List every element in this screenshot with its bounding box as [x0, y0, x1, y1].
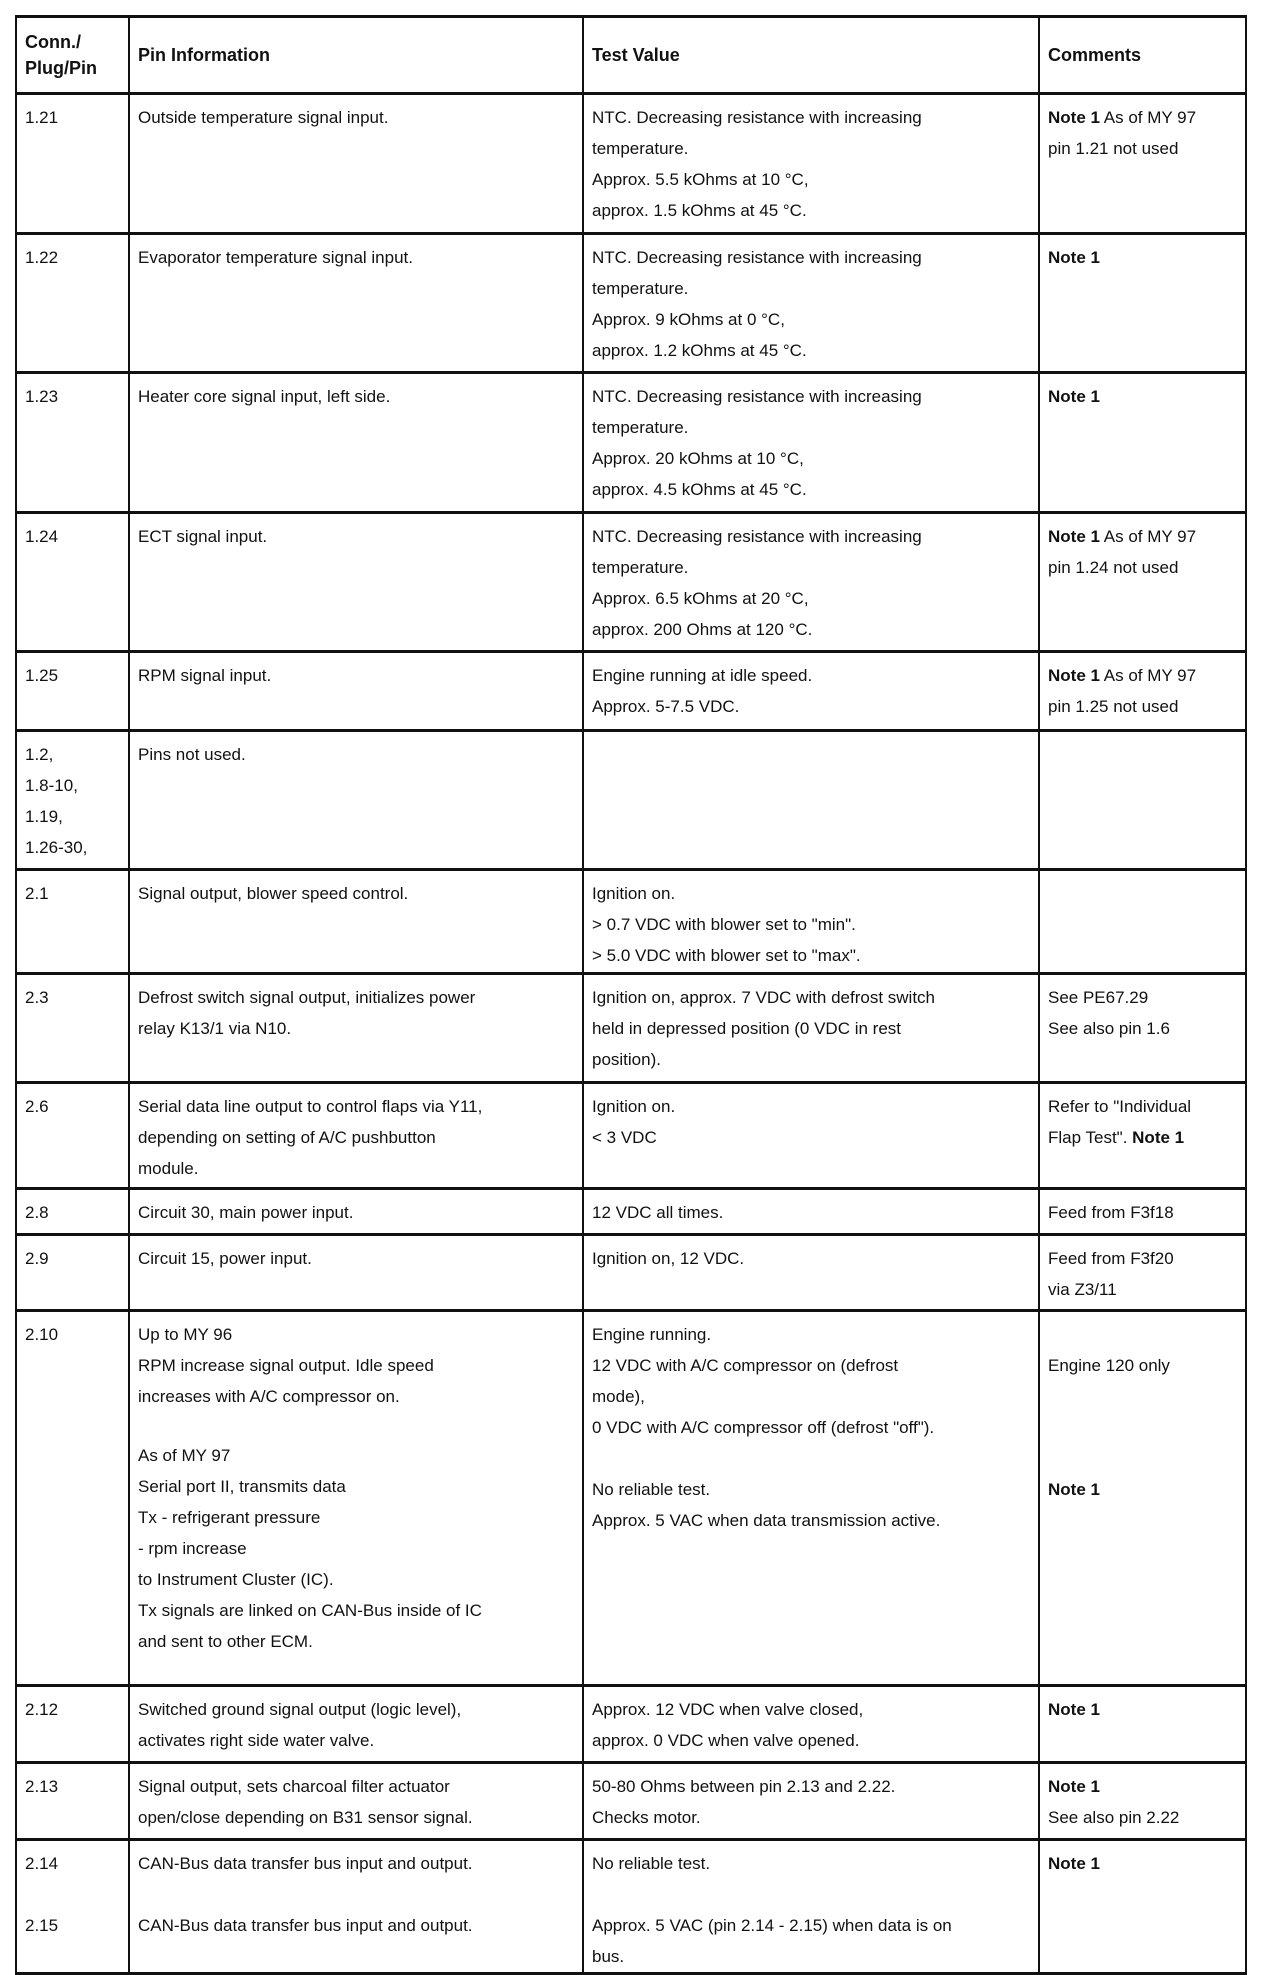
pin-info-cell	[129, 870, 583, 974]
test-value-cell	[583, 652, 1039, 731]
note-label: Note 1	[1048, 1480, 1100, 1499]
cell-line: CAN-Bus data transfer bus input and output.	[138, 1916, 473, 1935]
header-pin-information: Pin Information	[129, 17, 583, 94]
pin-info-cell	[129, 1189, 583, 1235]
pin-cell	[16, 1840, 129, 1974]
test-value-cell	[583, 1189, 1039, 1235]
pin-cell	[16, 974, 129, 1083]
table-row	[16, 1763, 1246, 1840]
cell-line: Heater core signal input, left side.	[138, 387, 391, 406]
test-value-cell	[583, 1083, 1039, 1189]
note-label: Note 1	[1048, 387, 1100, 406]
note-label: Note 1	[1048, 527, 1100, 546]
comment-text: See also pin 1.6	[1048, 1019, 1170, 1038]
pin-test-table	[15, 15, 1247, 1975]
pin-info-cell	[129, 373, 583, 513]
test-value-cell	[583, 1840, 1039, 1974]
pin-info-cell	[129, 1083, 583, 1189]
cell-line: < 3 VDC	[592, 1128, 657, 1147]
cell-line: Approx. 5.5 kOhms at 10 °C,	[592, 170, 809, 189]
test-value-cell	[583, 373, 1039, 513]
test-value-cell	[583, 234, 1039, 373]
table-row	[16, 1311, 1246, 1686]
cell-line: held in depressed position (0 VDC in rest	[592, 1019, 901, 1038]
comment-line	[1048, 381, 1237, 412]
comment-line	[1048, 552, 1237, 583]
comments-cell	[1039, 652, 1246, 731]
cell-line: Up to MY 96	[138, 1325, 233, 1344]
pin-cell	[16, 94, 129, 234]
pin-cell	[16, 731, 129, 870]
comments-cell	[1039, 1083, 1246, 1189]
pin-info-cell	[129, 1235, 583, 1311]
comment-text: pin 1.21 not used	[1048, 139, 1179, 158]
cell-line: module.	[138, 1159, 199, 1178]
cell-line: depending on setting of A/C pushbutton	[138, 1128, 436, 1147]
comment-line	[1048, 1013, 1237, 1044]
cell-line: temperature.	[592, 279, 689, 298]
test-value-cell	[583, 870, 1039, 974]
comment-line	[1048, 1802, 1237, 1833]
cell-line: Approx. 5 VAC when data transmission active.	[592, 1511, 941, 1530]
comments-cell	[1039, 1686, 1246, 1763]
cell-line: Serial port II, transmits data	[138, 1477, 346, 1496]
cell-line: 12 VDC all times.	[592, 1203, 724, 1222]
comment-text: Feed from F3f20	[1048, 1249, 1174, 1268]
header-conn-plug-pin	[16, 17, 129, 94]
cell-line: 1.2,	[25, 745, 54, 764]
cell-line: NTC. Decreasing resistance with increasing	[592, 527, 922, 546]
cell-line: > 0.7 VDC with blower set to "min".	[592, 915, 856, 934]
comment-line	[1048, 242, 1237, 273]
note-label: Note 1	[1048, 1700, 1100, 1719]
cell-line: bus.	[592, 1947, 625, 1966]
pin-cell	[16, 1235, 129, 1311]
pin-cell	[16, 513, 129, 652]
comment-line	[1048, 1848, 1237, 1879]
cell-line: Defrost switch signal output, initializes power	[138, 988, 476, 1007]
test-value-cell	[583, 1763, 1039, 1840]
pin-cell	[16, 870, 129, 974]
cell-line: NTC. Decreasing resistance with increasing	[592, 108, 922, 127]
comment-line	[1048, 1243, 1237, 1274]
table-row	[16, 234, 1246, 373]
comments-cell	[1039, 731, 1246, 870]
test-value-cell	[583, 1311, 1039, 1686]
cell-line	[138, 1426, 574, 1440]
cell-line: Ignition on, 12 VDC.	[592, 1249, 745, 1268]
cell-line	[138, 1412, 574, 1426]
cell-line: No reliable test.	[592, 1480, 711, 1499]
cell-line: Switched ground signal output (logic level),	[138, 1700, 462, 1719]
pin-cell	[16, 1083, 129, 1189]
table-row	[16, 1083, 1246, 1189]
cell-line: CAN-Bus data transfer bus input and output.	[138, 1854, 473, 1873]
pin-cell	[16, 373, 129, 513]
comment-line	[1048, 133, 1237, 164]
cell-line: 1.23	[25, 387, 59, 406]
table-row	[16, 94, 1246, 234]
pin-info-cell	[129, 1686, 583, 1763]
table-row	[16, 1686, 1246, 1763]
cell-line: Ignition on.	[592, 1097, 676, 1116]
cell-line: 2.15	[25, 1916, 59, 1935]
header-line: Plug/Pin	[25, 58, 97, 78]
comment-line	[1048, 1443, 1237, 1474]
cell-line: 2.1	[25, 884, 49, 903]
comment-line	[1048, 1319, 1237, 1350]
test-value-cell	[583, 974, 1039, 1083]
cell-line: Circuit 30, main power input.	[138, 1203, 354, 1222]
cell-line: and sent to other ECM.	[138, 1632, 313, 1651]
cell-line: 2.13	[25, 1777, 59, 1796]
pin-info-cell	[129, 234, 583, 373]
test-value-cell	[583, 513, 1039, 652]
cell-line: Checks motor.	[592, 1808, 701, 1827]
cell-line: Serial data line output to control flaps via Y11,	[138, 1097, 483, 1116]
table-row	[16, 652, 1246, 731]
cell-line: 2.9	[25, 1249, 49, 1268]
cell-line: Engine running.	[592, 1325, 712, 1344]
cell-line: temperature.	[592, 558, 689, 577]
cell-line: 2.10	[25, 1325, 59, 1344]
header-comments: Comments	[1039, 17, 1246, 94]
cell-line: 0 VDC with A/C compressor off (defrost "off").	[592, 1418, 935, 1437]
comment-text: pin 1.24 not used	[1048, 558, 1179, 577]
comment-line	[1048, 1197, 1237, 1228]
cell-line: Approx. 5 VAC (pin 2.14 - 2.15) when data is on	[592, 1916, 952, 1935]
cell-line: Engine running at idle speed.	[592, 666, 813, 685]
comments-cell	[1039, 1763, 1246, 1840]
comment-line	[1048, 982, 1237, 1013]
cell-line: Signal output, sets charcoal filter actuator	[138, 1777, 450, 1796]
cell-line: approx. 4.5 kOhms at 45 °C.	[592, 480, 807, 499]
test-value-cell	[583, 94, 1039, 234]
cell-line: 12 VDC with A/C compressor on (defrost	[592, 1356, 899, 1375]
cell-line	[25, 1879, 120, 1910]
comment-text: See PE67.29	[1048, 988, 1149, 1007]
comment-text: As of MY 97	[1099, 527, 1197, 546]
pin-cell	[16, 1686, 129, 1763]
table-row	[16, 870, 1246, 974]
cell-line: approx. 200 Ohms at 120 °C.	[592, 620, 813, 639]
pin-info-cell	[129, 94, 583, 234]
pin-cell	[16, 1189, 129, 1235]
comment-text: As of MY 97	[1099, 666, 1197, 685]
cell-line: mode),	[592, 1387, 645, 1406]
comment-line	[1048, 1350, 1237, 1381]
pin-info-cell	[129, 731, 583, 870]
comment-line	[1048, 102, 1237, 133]
cell-line: Ignition on, approx. 7 VDC with defrost switch	[592, 988, 935, 1007]
comment-text: See also pin 2.22	[1048, 1808, 1180, 1827]
comments-cell	[1039, 94, 1246, 234]
table-row	[16, 1189, 1246, 1235]
comments-cell	[1039, 870, 1246, 974]
cell-line: - rpm increase	[138, 1539, 247, 1558]
comment-text: Flap Test".	[1048, 1128, 1133, 1147]
comment-line	[1048, 1274, 1237, 1305]
pin-info-cell	[129, 513, 583, 652]
cell-line: Tx signals are linked on CAN-Bus inside of IC	[138, 1601, 482, 1620]
pin-cell	[16, 652, 129, 731]
test-value-cell	[583, 731, 1039, 870]
cell-line: relay K13/1 via N10.	[138, 1019, 292, 1038]
comment-line	[1048, 1474, 1237, 1505]
cell-line: 1.22	[25, 248, 59, 267]
comment-line	[1048, 691, 1237, 722]
table-row	[16, 373, 1246, 513]
cell-line: 2.6	[25, 1097, 49, 1116]
comment-text: Refer to "Individual	[1048, 1097, 1192, 1116]
comments-cell	[1039, 373, 1246, 513]
table-row	[16, 1235, 1246, 1311]
cell-line: approx. 1.2 kOhms at 45 °C.	[592, 341, 807, 360]
cell-line: to Instrument Cluster (IC).	[138, 1570, 334, 1589]
comments-cell	[1039, 1311, 1246, 1686]
cell-line: 1.19,	[25, 807, 63, 826]
comment-line	[1048, 521, 1237, 552]
note-label: Note 1	[1048, 248, 1100, 267]
comment-text: via Z3/11	[1048, 1280, 1117, 1299]
comments-cell	[1039, 1235, 1246, 1311]
cell-line: open/close depending on B31 sensor signal.	[138, 1808, 473, 1827]
cell-line: 1.8-10,	[25, 776, 78, 795]
header-line: Conn./	[25, 32, 81, 52]
cell-line: Approx. 5-7.5 VDC.	[592, 697, 740, 716]
comment-text: Engine 120 only	[1048, 1356, 1170, 1375]
cell-line	[592, 1443, 1030, 1474]
cell-line: 1.24	[25, 527, 59, 546]
cell-line: 2.8	[25, 1203, 49, 1222]
pin-info-cell	[129, 1840, 583, 1974]
note-label: Note 1	[1048, 1854, 1100, 1873]
note-label: Note 1	[1048, 666, 1100, 685]
cell-line: > 5.0 VDC with blower set to "max".	[592, 946, 861, 965]
cell-line: No reliable test.	[592, 1854, 711, 1873]
header-row	[16, 17, 1246, 94]
comments-cell	[1039, 1189, 1246, 1235]
table-row	[16, 1840, 1246, 1974]
comment-text: As of MY 97	[1099, 108, 1197, 127]
comment-text: Feed from F3f18	[1048, 1203, 1174, 1222]
header-test-value: Test Value	[583, 17, 1039, 94]
cell-line: approx. 0 VDC when valve opened.	[592, 1731, 860, 1750]
comment-line	[1048, 1122, 1237, 1153]
cell-line: Circuit 15, power input.	[138, 1249, 312, 1268]
table-row	[16, 513, 1246, 652]
cell-line: temperature.	[592, 418, 689, 437]
comments-cell	[1039, 234, 1246, 373]
cell-line: 2.14	[25, 1854, 59, 1873]
cell-line	[592, 1879, 1030, 1910]
comment-line	[1048, 1412, 1237, 1443]
pin-cell	[16, 234, 129, 373]
cell-line: RPM increase signal output. Idle speed	[138, 1356, 434, 1375]
cell-line: increases with A/C compressor on.	[138, 1387, 400, 1406]
cell-line: NTC. Decreasing resistance with increasing	[592, 248, 922, 267]
comments-cell	[1039, 974, 1246, 1083]
note-label: Note 1	[1048, 108, 1100, 127]
cell-line: Approx. 20 kOhms at 10 °C,	[592, 449, 804, 468]
cell-line: Tx - refrigerant pressure	[138, 1508, 321, 1527]
cell-line: 1.25	[25, 666, 59, 685]
cell-line: Outside temperature signal input.	[138, 108, 389, 127]
pin-cell	[16, 1763, 129, 1840]
comment-line	[1048, 1381, 1237, 1412]
comment-line	[1048, 1771, 1237, 1802]
cell-line: approx. 1.5 kOhms at 45 °C.	[592, 201, 807, 220]
cell-line: position).	[592, 1050, 661, 1069]
cell-line	[138, 1879, 574, 1910]
cell-line: 2.3	[25, 988, 49, 1007]
cell-line: Pins not used.	[138, 745, 246, 764]
cell-line: NTC. Decreasing resistance with increasing	[592, 387, 922, 406]
comment-line	[1048, 660, 1237, 691]
pin-cell	[16, 1311, 129, 1686]
cell-line: RPM signal input.	[138, 666, 272, 685]
note-label: Note 1	[1132, 1128, 1185, 1147]
comments-cell	[1039, 1840, 1246, 1974]
pin-info-cell	[129, 1763, 583, 1840]
cell-line: Approx. 9 kOhms at 0 °C,	[592, 310, 785, 329]
cell-line: 1.26-30,	[25, 838, 88, 857]
cell-line: As of MY 97	[138, 1446, 231, 1465]
test-value-cell	[583, 1686, 1039, 1763]
cell-line: Approx. 6.5 kOhms at 20 °C,	[592, 589, 809, 608]
cell-line: ECT signal input.	[138, 527, 268, 546]
cell-line: Evaporator temperature signal input.	[138, 248, 413, 267]
pin-info-cell	[129, 652, 583, 731]
cell-line: temperature.	[592, 139, 689, 158]
cell-line: Signal output, blower speed control.	[138, 884, 409, 903]
cell-line: Approx. 12 VDC when valve closed,	[592, 1700, 864, 1719]
pin-info-cell	[129, 1311, 583, 1686]
cell-line: activates right side water valve.	[138, 1731, 375, 1750]
pin-info-cell	[129, 974, 583, 1083]
cell-line: 2.12	[25, 1700, 59, 1719]
comment-line	[1048, 1694, 1237, 1725]
comment-text: pin 1.25 not used	[1048, 697, 1179, 716]
cell-line: 50-80 Ohms between pin 2.13 and 2.22.	[592, 1777, 896, 1796]
table-row	[16, 731, 1246, 870]
comments-cell	[1039, 513, 1246, 652]
cell-line: Ignition on.	[592, 884, 676, 903]
comment-line	[1048, 1091, 1237, 1122]
note-label: Note 1	[1048, 1777, 1100, 1796]
cell-line: 1.21	[25, 108, 59, 127]
test-value-cell	[583, 1235, 1039, 1311]
table-row	[16, 974, 1246, 1083]
